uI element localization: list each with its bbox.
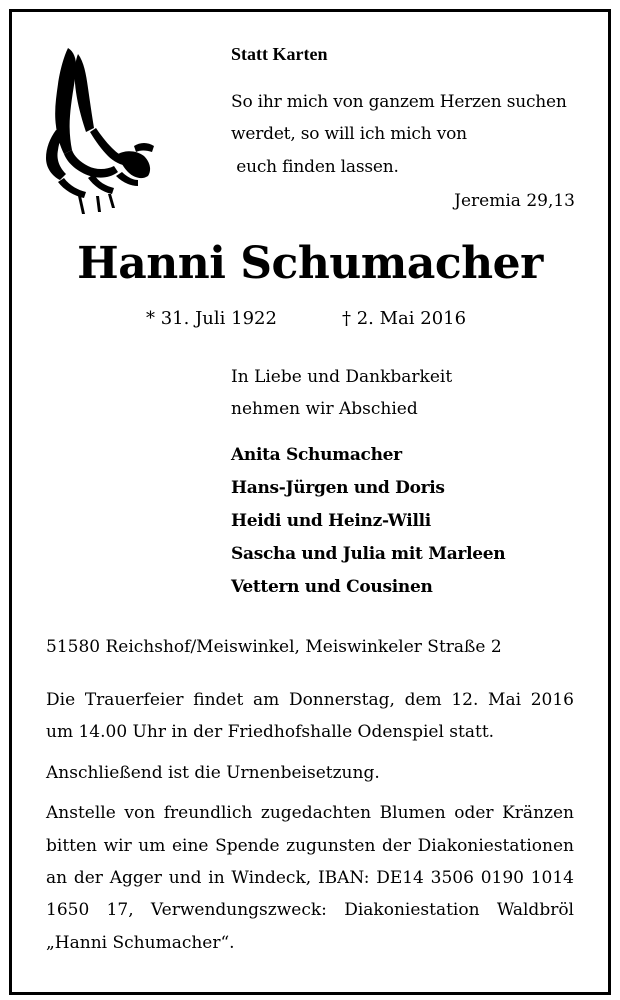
donation-line: bitten wir um eine Spende zugunsten der Diakoniestationen — [46, 836, 574, 856]
intro-title: Statt Karten — [231, 44, 328, 64]
verse-line: werdet, so will ich mich von — [231, 124, 467, 144]
mourner-name: Sascha und Julia mit Marleen — [231, 544, 506, 564]
funeral-line: um 14.00 Uhr in der Friedhofshalle Odenspiel statt. — [46, 722, 495, 742]
donation-line: an der Agger und in Windeck, IBAN: DE14 3506 0190 1014 — [46, 868, 574, 888]
burial-note: Anschließend ist die Urnenbeisetzung. — [46, 763, 380, 783]
verse-line: euch finden lassen. — [231, 157, 399, 177]
verse-reference: Jeremia 29,13 — [454, 191, 575, 211]
address: 51580 Reichshof/Meiswinkel, Meiswinkeler Straße 2 — [46, 637, 502, 657]
donation-line: Anstelle von freundlich zugedachten Blumen oder Kränzen — [46, 803, 574, 823]
death-date: † 2. Mai 2016 — [342, 308, 467, 329]
praying-hands-icon — [38, 46, 158, 216]
farewell-line: nehmen wir Abschied — [231, 399, 418, 419]
verse-line: So ihr mich von ganzem Herzen suchen — [231, 92, 567, 112]
deceased-name: Hanni Schumacher — [77, 238, 543, 289]
mourner-name: Heidi und Heinz-Willi — [231, 511, 431, 531]
farewell-line: In Liebe und Dankbarkeit — [231, 367, 453, 387]
mourner-name: Vettern und Cousinen — [231, 577, 433, 597]
birth-date: * 31. Juli 1922 — [146, 308, 277, 329]
funeral-line: Die Trauerfeier findet am Donnerstag, dem 12. Mai 2016 — [46, 690, 574, 710]
mourner-name: Anita Schumacher — [231, 445, 402, 465]
donation-line: 1650 17, Verwendungszweck: Diakoniestation Waldbröl — [46, 900, 574, 920]
mourner-name: Hans-Jürgen und Doris — [231, 478, 445, 498]
donation-line: „Hanni Schumacher“. — [46, 933, 235, 953]
